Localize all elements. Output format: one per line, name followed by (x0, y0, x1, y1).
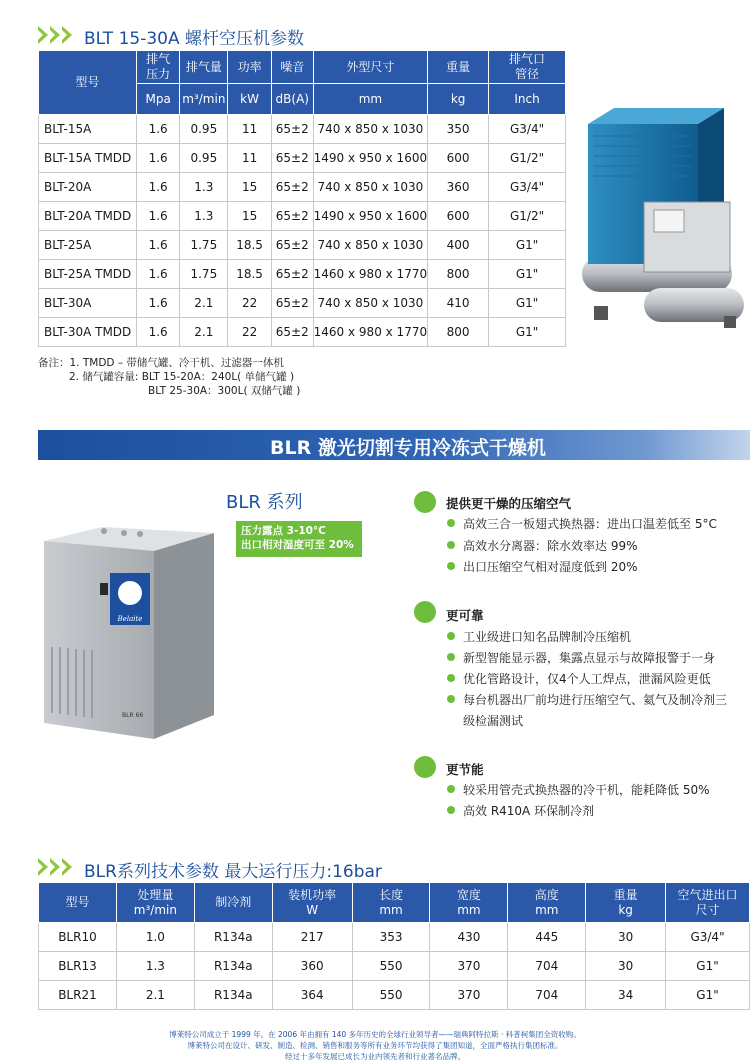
col-length: 长度 mm (352, 883, 430, 923)
thermometer-icon (414, 491, 436, 513)
cell-length: 550 (352, 952, 430, 981)
col-refrigerant: 制冷剂 (194, 883, 272, 923)
cell-outlet: G1" (489, 289, 566, 318)
feature-bullet: 每台机器出厂前均进行压缩空气、氦气及制冷剂三 (463, 693, 728, 707)
feature-bullet: 出口压缩空气相对湿度低到 20% (463, 560, 638, 574)
cell-power: 11 (228, 115, 272, 144)
cell-dimensions: 1460 x 980 x 1770 (313, 318, 427, 347)
cell-power: 364 (272, 981, 352, 1010)
cell-weight: 30 (586, 923, 666, 952)
cell-model: BLT-25A (39, 231, 137, 260)
cell-refrigerant: R134a (194, 923, 272, 952)
cell-flow: 1.75 (180, 231, 228, 260)
note-line-1: 1. TMDD – 带储气罐、冷干机、过滤器一体机 (69, 357, 284, 369)
col-outlet: 排气口 管径 (489, 51, 566, 84)
col-flow: 处理量 m³/min (116, 883, 194, 923)
cell-power: 360 (272, 952, 352, 981)
cell-flow: 1.3 (180, 173, 228, 202)
blt-notes (38, 356, 300, 398)
cell-pressure: 1.6 (136, 115, 180, 144)
cell-port: G1" (666, 981, 750, 1010)
cell-outlet: G1" (489, 318, 566, 347)
cell-width: 430 (430, 923, 508, 952)
table-row (39, 115, 566, 144)
cell-noise: 65±2 (271, 231, 313, 260)
feature-heading: 更节能 (446, 762, 484, 777)
blt-section-title: BLT 15-30A 螺杆空压机参数 (84, 29, 305, 49)
notes-label: 备注： (38, 357, 70, 369)
cell-flow: 2.1 (180, 289, 228, 318)
note-line-2: 2. 储气罐容量: BLT 15-20A：240L( 单储气罐 ) (69, 371, 295, 383)
handshake-icon (414, 601, 436, 623)
cell-dimensions: 1490 x 950 x 1600 (313, 202, 427, 231)
cell-outlet: G3/4" (489, 173, 566, 202)
cell-model: BLT-30A TMDD (39, 318, 137, 347)
feature-bullet: 高效水分离器：除水效率达 99% (463, 539, 638, 553)
blr-banner-title: BLR 激光切割专用冷冻式干燥机 (270, 437, 546, 459)
cell-noise: 65±2 (271, 144, 313, 173)
cell-weight: 400 (428, 231, 489, 260)
tag-line-1: 压力露点 3-10°C (241, 525, 326, 537)
table-row (39, 144, 566, 173)
section-chevrons (38, 26, 74, 44)
table-row (39, 318, 566, 347)
col-width: 宽度 mm (430, 883, 508, 923)
cell-dimensions: 740 x 850 x 1030 (313, 115, 427, 144)
footer-line-1: 博莱特公司成立于 1999 年。在 2006 年由拥有 140 多年历史的全球行业领导者——瑞典阿特拉斯 · 科普柯集团全资收购。 (169, 1030, 581, 1039)
col-noise: 噪音 (271, 51, 313, 84)
cell-model: BLR10 (39, 923, 117, 952)
blt-spec-table (38, 50, 566, 347)
table-row (39, 952, 750, 981)
cell-pressure: 1.6 (136, 202, 180, 231)
unit-outlet: Inch (489, 84, 566, 115)
cell-noise: 65±2 (271, 202, 313, 231)
cell-port: G3/4" (666, 923, 750, 952)
feature-bullet: 高效 R410A 环保制冷剂 (463, 804, 595, 818)
cell-noise: 65±2 (271, 115, 313, 144)
feature-heading: 提供更干燥的压缩空气 (446, 496, 572, 511)
cell-power: 15 (228, 202, 272, 231)
cell-outlet: G1/2" (489, 202, 566, 231)
feature-bullet: 工业级进口知名品牌制冷压缩机 (463, 630, 632, 644)
cell-outlet: G1/2" (489, 144, 566, 173)
cell-weight: 34 (586, 981, 666, 1010)
cell-flow: 1.3 (180, 202, 228, 231)
cell-dimensions: 740 x 850 x 1030 (313, 231, 427, 260)
cell-flow: 1.0 (116, 923, 194, 952)
cell-weight: 350 (428, 115, 489, 144)
table-row (39, 202, 566, 231)
col-flow: 排气量 (180, 51, 228, 84)
cell-dimensions: 740 x 850 x 1030 (313, 173, 427, 202)
unit-noise: dB(A) (271, 84, 313, 115)
col-model: 型号 (39, 883, 117, 923)
cell-height: 445 (508, 923, 586, 952)
dryer-unit-label: BLR 66 (122, 712, 144, 719)
dryer-nameplate: Belaite (117, 615, 143, 623)
cell-model: BLR21 (39, 981, 117, 1010)
cell-weight: 600 (428, 202, 489, 231)
feature-bullet: 较采用管壳式换热器的冷干机，能耗降低 50% (463, 783, 710, 797)
unit-pressure: Mpa (136, 84, 180, 115)
cell-height: 704 (508, 952, 586, 981)
cell-model: BLT-25A TMDD (39, 260, 137, 289)
cell-weight: 30 (586, 952, 666, 981)
cell-power: 15 (228, 173, 272, 202)
col-port: 空气进出口 尺寸 (666, 883, 750, 923)
dewpoint-tag (236, 521, 362, 557)
cell-length: 353 (352, 923, 430, 952)
cell-model: BLR13 (39, 952, 117, 981)
cell-weight: 800 (428, 260, 489, 289)
cell-length: 550 (352, 981, 430, 1010)
unit-weight: kg (428, 84, 489, 115)
feature-bullet-continued: 级检漏测试 (463, 714, 524, 728)
cell-width: 370 (430, 981, 508, 1010)
table-row (39, 289, 566, 318)
cell-pressure: 1.6 (136, 289, 180, 318)
cell-power: 217 (272, 923, 352, 952)
cell-dimensions: 1460 x 980 x 1770 (313, 260, 427, 289)
lightbulb-icon (414, 756, 436, 778)
tag-line-2: 出口相对湿度可至 20% (241, 539, 354, 551)
cell-pressure: 1.6 (136, 260, 180, 289)
feature-bullet: 新型智能显示器，集露点显示与故障报警于一身 (463, 651, 716, 665)
unit-dimensions: mm (313, 84, 427, 115)
cell-noise: 65±2 (271, 289, 313, 318)
table-row (39, 231, 566, 260)
cell-flow: 2.1 (180, 318, 228, 347)
cell-width: 370 (430, 952, 508, 981)
cell-power: 18.5 (228, 231, 272, 260)
unit-power: kW (228, 84, 272, 115)
footer-line-3: 经过十多年发展已成长为业内领先者和行业著名品牌。 (285, 1052, 465, 1061)
section-chevrons (38, 858, 74, 876)
feature-bullet: 高效三合一板翅式换热器：进出口温差低至 5°C (463, 517, 717, 531)
cell-dimensions: 740 x 850 x 1030 (313, 289, 427, 318)
col-power: 功率 (228, 51, 272, 84)
cell-outlet: G1" (489, 231, 566, 260)
feature-bullet: 优化管路设计，仅4个人工焊点，泄漏风险更低 (463, 672, 711, 686)
cell-port: G1" (666, 952, 750, 981)
table-row (39, 981, 750, 1010)
cell-noise: 65±2 (271, 318, 313, 347)
cell-dimensions: 1490 x 950 x 1600 (313, 144, 427, 173)
blr-spec-table (38, 882, 750, 1010)
cell-weight: 410 (428, 289, 489, 318)
feature-heading: 更可靠 (446, 608, 484, 623)
cell-flow: 1.75 (180, 260, 228, 289)
cell-outlet: G3/4" (489, 115, 566, 144)
cell-flow: 1.3 (116, 952, 194, 981)
cell-model: BLT-20A (39, 173, 137, 202)
cell-height: 704 (508, 981, 586, 1010)
col-pressure: 排气 压力 (136, 51, 180, 84)
cell-flow: 0.95 (180, 144, 228, 173)
cell-power: 18.5 (228, 260, 272, 289)
table-row (39, 923, 750, 952)
cell-power: 22 (228, 289, 272, 318)
cell-model: BLT-15A TMDD (39, 144, 137, 173)
cell-pressure: 1.6 (136, 231, 180, 260)
note-line-3: BLT 25-30A：300L( 双储气罐 ) (148, 385, 301, 397)
cell-noise: 65±2 (271, 260, 313, 289)
cell-weight: 800 (428, 318, 489, 347)
unit-flow: m³/min (180, 84, 228, 115)
cell-pressure: 1.6 (136, 318, 180, 347)
cell-power: 11 (228, 144, 272, 173)
blr-table-title: BLR系列技术参数 最大运行压力:16bar (84, 862, 382, 882)
cell-flow: 2.1 (116, 981, 194, 1010)
col-power: 装机功率 W (272, 883, 352, 923)
col-height: 高度 mm (508, 883, 586, 923)
col-weight: 重量 kg (586, 883, 666, 923)
cell-outlet: G1" (489, 260, 566, 289)
cell-refrigerant: R134a (194, 952, 272, 981)
col-dimensions: 外型尺寸 (313, 51, 427, 84)
cell-pressure: 1.6 (136, 173, 180, 202)
cell-model: BLT-30A (39, 289, 137, 318)
cell-power: 22 (228, 318, 272, 347)
screw-compressor-image (574, 106, 750, 344)
cell-refrigerant: R134a (194, 981, 272, 1010)
table-row (39, 173, 566, 202)
col-model: 型号 (39, 51, 137, 115)
cell-weight: 360 (428, 173, 489, 202)
cell-model: BLT-20A TMDD (39, 202, 137, 231)
cell-pressure: 1.6 (136, 144, 180, 173)
cell-model: BLT-15A (39, 115, 137, 144)
col-weight: 重量 (428, 51, 489, 84)
cell-weight: 600 (428, 144, 489, 173)
footer-line-2: 博莱特公司在设计、研发、制造、检测、销售和服务等所有业务环节均获得了集团知道，全面严格执行集团标准。 (187, 1041, 563, 1050)
cell-flow: 0.95 (180, 115, 228, 144)
cell-noise: 65±2 (271, 173, 313, 202)
blr-series-title: BLR 系列 (226, 492, 303, 513)
refrigerated-dryer-image (44, 527, 224, 747)
table-row (39, 260, 566, 289)
